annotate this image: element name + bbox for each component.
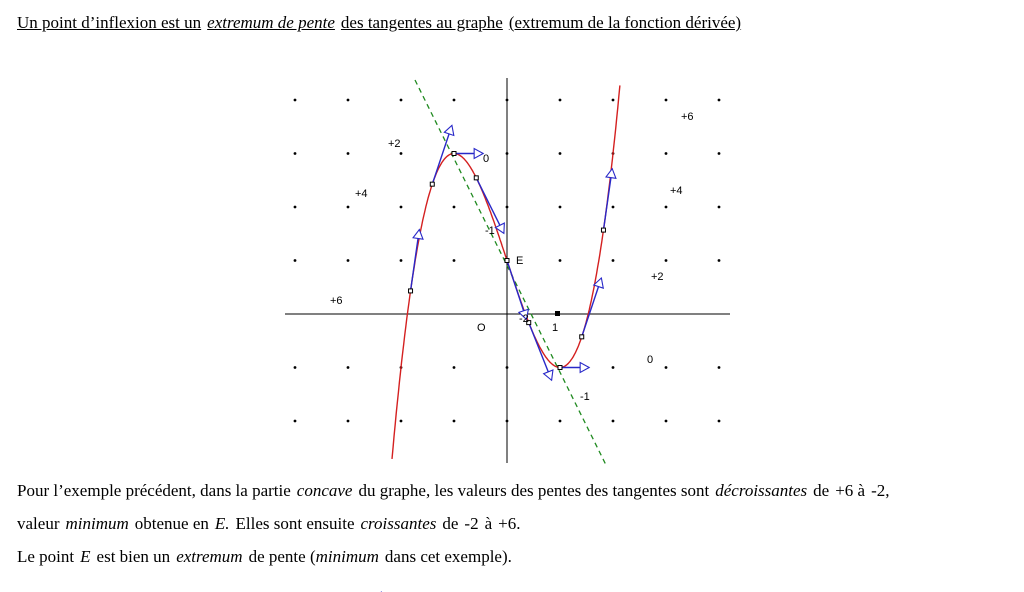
grid-dot xyxy=(453,420,456,423)
emphasis: extremum xyxy=(176,547,243,566)
slope-label: +6 xyxy=(681,111,694,123)
slope-label: -1 xyxy=(485,225,495,237)
grid-dot xyxy=(347,420,350,423)
text: -2, xyxy=(871,481,890,500)
grid-dot xyxy=(347,99,350,102)
grid-dot xyxy=(294,206,297,209)
point-e-label: E xyxy=(516,255,524,267)
grid-dot xyxy=(347,206,350,209)
text: -2 xyxy=(464,514,479,533)
slope-label: +2 xyxy=(388,138,401,150)
grid-dot xyxy=(559,99,562,102)
grid-dot xyxy=(453,99,456,102)
grid-dot xyxy=(347,259,350,262)
grid-dot xyxy=(665,99,668,102)
grid-dot xyxy=(294,420,297,423)
grid-dot xyxy=(400,259,403,262)
grid-dot xyxy=(347,152,350,155)
curve-point-marker xyxy=(601,228,605,232)
text: de xyxy=(442,514,459,533)
slope-label: +4 xyxy=(670,185,683,197)
text: du graphe, les valeurs des pentes des tangentes sont xyxy=(358,481,710,500)
grid-dot xyxy=(453,366,456,369)
paragraph-line xyxy=(17,474,890,507)
grid-dot xyxy=(612,99,615,102)
paragraph-line xyxy=(17,507,890,540)
grid-dot xyxy=(294,99,297,102)
grid-dot xyxy=(718,152,721,155)
emphasis: minimum xyxy=(65,514,129,533)
grid-dot xyxy=(347,366,350,369)
grid-dot xyxy=(294,152,297,155)
grid-dot xyxy=(400,206,403,209)
tangent-arrowhead xyxy=(474,149,483,159)
text: +6. xyxy=(498,514,521,533)
unit-label: 1 xyxy=(552,322,559,334)
heading-text: (extremum de la fonction dérivée) xyxy=(508,13,742,32)
grid-dot xyxy=(612,420,615,423)
slope-label: +4 xyxy=(355,188,368,200)
slope-label: -2 xyxy=(519,313,529,325)
text: valeur xyxy=(17,514,60,533)
grid-dot xyxy=(612,259,615,262)
paragraph-line xyxy=(17,540,890,573)
text: de pente ( xyxy=(248,547,316,566)
heading-text: des tangentes au graphe xyxy=(340,13,503,32)
curve-point-marker xyxy=(505,259,509,263)
grid-dot xyxy=(718,99,721,102)
grid-dot xyxy=(559,206,562,209)
grid-dot xyxy=(400,152,403,155)
emphasis: minimum xyxy=(315,547,379,566)
slope-label: +2 xyxy=(651,271,664,283)
text: de xyxy=(813,481,830,500)
text: est bien un xyxy=(96,547,171,566)
tangent-arrowhead xyxy=(606,169,616,179)
curve-point-marker xyxy=(452,152,456,156)
emphasis: croissantes xyxy=(360,514,437,533)
grid-dot xyxy=(665,206,668,209)
slope-label: 0 xyxy=(647,354,654,366)
grid-dot xyxy=(400,99,403,102)
grid-dot xyxy=(718,420,721,423)
text: dans cet exemple). xyxy=(384,547,512,566)
curve-point-marker xyxy=(558,366,562,370)
heading-emphasis: extremum de pente xyxy=(207,13,335,32)
text: Pour l’exemple précédent, dans la partie xyxy=(17,481,291,500)
grid-dot xyxy=(665,366,668,369)
grid-dot xyxy=(559,259,562,262)
tangent-arrowhead xyxy=(444,125,453,135)
text: à xyxy=(484,514,493,533)
text: Elles sont ensuite xyxy=(235,514,355,533)
grid-dot xyxy=(612,366,615,369)
emphasis: E xyxy=(80,547,91,566)
emphasis: concave xyxy=(296,481,353,500)
grid-dot xyxy=(294,259,297,262)
explanation-paragraph xyxy=(17,474,890,573)
text: obtenue en xyxy=(134,514,209,533)
grid-dot xyxy=(718,206,721,209)
grid-dot xyxy=(453,259,456,262)
tangent-arrowhead xyxy=(580,363,589,373)
unit-marker xyxy=(555,311,560,316)
grid-dot xyxy=(718,366,721,369)
curve-point-marker xyxy=(474,176,478,180)
origin-label: O xyxy=(477,322,486,334)
curve-point-marker xyxy=(580,335,584,339)
emphasis: E. xyxy=(214,514,230,533)
emphasis: décroissantes xyxy=(715,481,808,500)
grid-dot xyxy=(665,420,668,423)
slope-label: -1 xyxy=(580,391,590,403)
grid-dot xyxy=(612,206,615,209)
grid-dot xyxy=(559,152,562,155)
text: +6 à xyxy=(835,481,866,500)
grid-dot xyxy=(665,259,668,262)
tangent-arrowhead xyxy=(544,370,553,380)
tangent-arrowhead xyxy=(413,230,423,240)
text: Le point xyxy=(17,547,75,566)
heading-text: Un point d’inflexion est un xyxy=(17,13,202,32)
grid-dot xyxy=(400,420,403,423)
grid-dot xyxy=(559,420,562,423)
grid-dot xyxy=(718,259,721,262)
slope-label: 0 xyxy=(483,153,490,165)
curve-point-marker xyxy=(409,289,413,293)
grid-dot xyxy=(453,206,456,209)
curve-point-marker xyxy=(430,182,434,186)
grid-dot xyxy=(665,152,668,155)
slope-label: +6 xyxy=(330,295,343,307)
grid-dot xyxy=(294,366,297,369)
